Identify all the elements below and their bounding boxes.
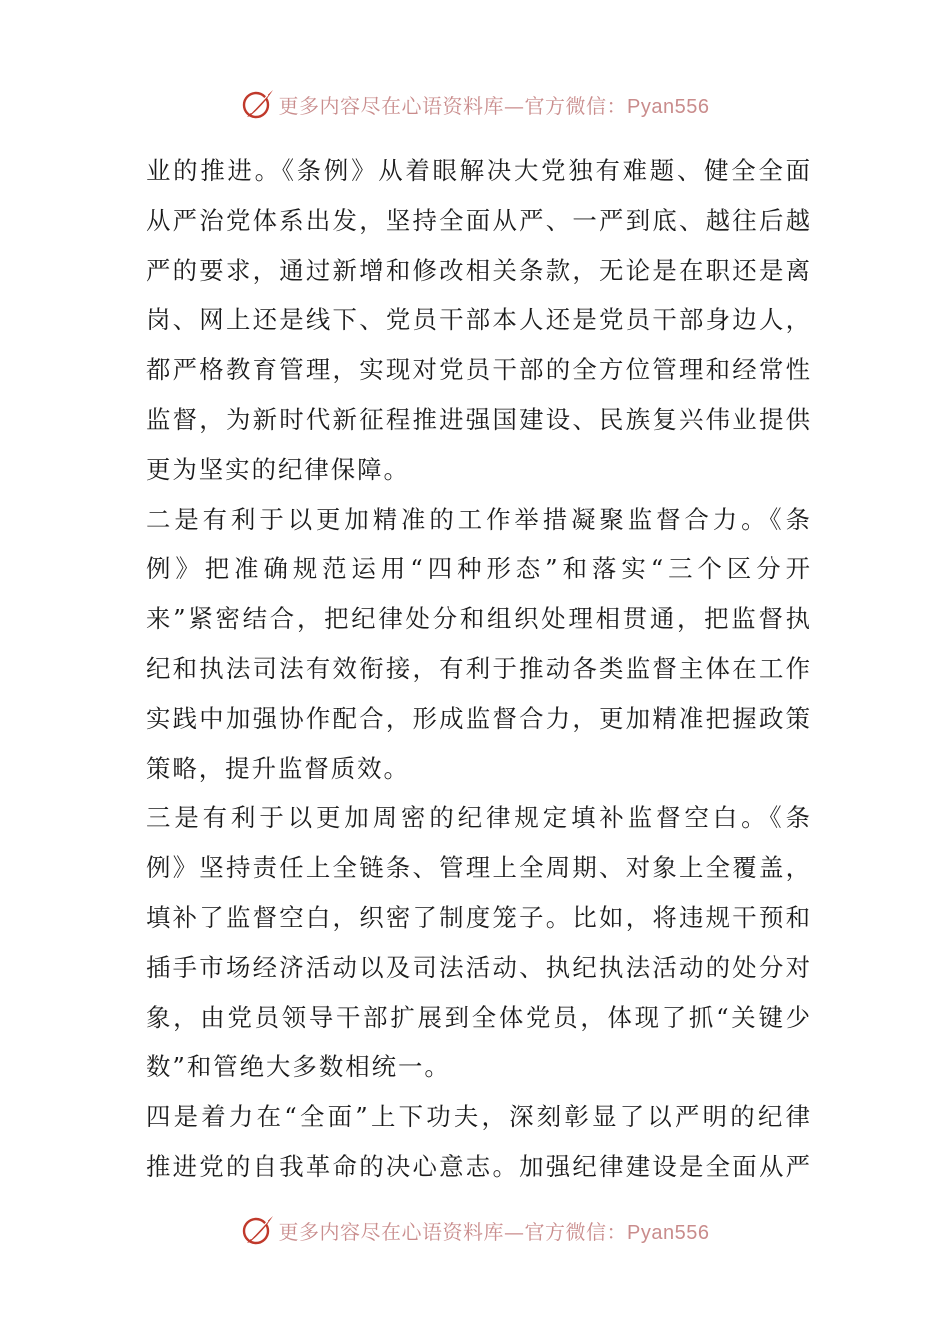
text-line: 二是有利于以更加精准的工作举措凝聚监督合力。《条	[146, 504, 810, 534]
text-line: 业的推进。《条例》从着眼解决大党独有难题、健全全面	[146, 156, 810, 185]
paragraph	[146, 495, 810, 794]
text-line: 插手市场经济活动以及司法活动、执纪执法活动的处分对	[146, 952, 810, 982]
text-line: 填补了监督空白，织密了制度笼子。比如，将违规干预和	[146, 902, 810, 932]
quill-pen-logo-icon	[241, 87, 275, 121]
text-line: 严的要求，通过新增和修改相关条款，无论是在职还是离	[146, 255, 810, 285]
text-line: 纪和执法司法有效衔接，有利于推动各类监督主体在工作	[146, 653, 810, 683]
text-line: 来”紧密结合，把纪律处分和组织处理相贯通，把监督执	[146, 604, 810, 634]
text-line: 例》坚持责任上全链条、管理上全周期、对象上全覆盖，	[146, 853, 810, 883]
quill-pen-logo-icon	[241, 1213, 275, 1247]
text-line: 岗、网上还是线下、党员干部本人还是党员干部身边人，	[146, 305, 810, 335]
footer-banner	[0, 1210, 950, 1250]
text-line: 更为坚实的纪律保障。	[146, 454, 410, 484]
document-body	[146, 146, 810, 1192]
text-line: 三是有利于以更加周密的纪律规定填补监督空白。《条	[146, 803, 810, 833]
text-line: 都严格教育管理，实现对党员干部的全方位管理和经常性	[146, 355, 810, 385]
text-line: 从严治党体系出发，坚持全面从严、一严到底、越往后越	[146, 205, 810, 235]
paragraph	[146, 1092, 810, 1192]
banner-text: 更多内容尽在心语资料库—官方微信：Pyan556	[278, 1219, 710, 1244]
text-line: 策略，提升监督质效。	[146, 753, 410, 783]
text-line: 例》把准确规范运用“四种形态”和落实“三个区分开	[146, 554, 810, 584]
text-line: 数”和管绝大多数相统一。	[146, 1052, 451, 1082]
text-line: 监督，为新时代新征程推进强国建设、民族复兴伟业提供	[146, 404, 810, 434]
text-line: 实践中加强协作配合，形成监督合力，更加精准把握政策	[146, 703, 810, 733]
text-line: 四是着力在“全面”上下功夫，深刻彰显了以严明的纪律	[146, 1102, 810, 1132]
banner-text: 更多内容尽在心语资料库—官方微信：Pyan556	[278, 93, 710, 118]
paragraph	[146, 793, 810, 1092]
paragraph	[146, 146, 810, 495]
text-line: 推进党的自我革命的决心意志。加强纪律建设是全面从严	[146, 1151, 810, 1181]
header-banner	[0, 84, 950, 124]
text-line: 象，由党员领导干部扩展到全体党员，体现了抓“关键少	[146, 1002, 810, 1032]
